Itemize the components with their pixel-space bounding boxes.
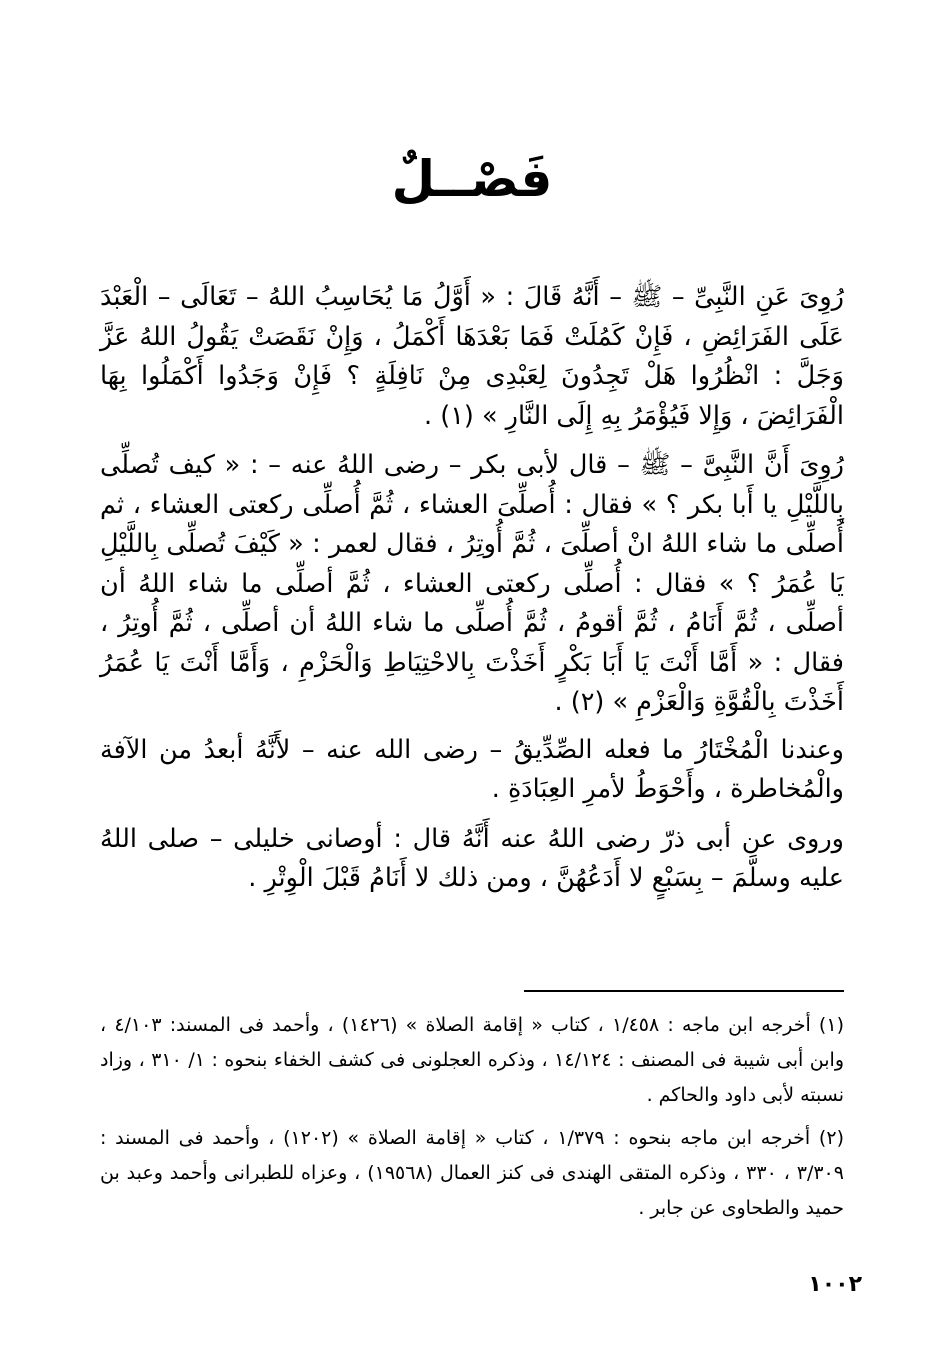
page-number: ١٠٠٢ bbox=[808, 1272, 862, 1297]
paragraph-hadith-1: رُوِىَ عَنِ النَّبِىِّ – ﷺ – أَنَّهُ قَالَ : « أَوَّلُ مَا يُحَاسِبُ اللهُ – تَعَالَى – الْعَبْدَ عَلَى الفَرَائِضِ ، فَإِنْ كَمُلَتْ فَمَا بَعْدَهَا أَكْمَلُ ، وَإِنْ نَقَصَتْ يَقُولُ اللهُ عَزَّ وَجَلَّ : انْظُرُوا هَلْ تَجِدُونَ لِعَبْدِى مِنْ نَافِلَةٍ ؟ فَإِنْ وَجَدُوا أَكْمَلُوا بِهَا الْفَرَائِضَ ، وَإِلا فَيُؤْمَرُ بِهِ إِلَى النَّارِ » (١) . bbox=[100, 282, 844, 431]
footnote-divider bbox=[524, 990, 844, 992]
footnote-2: (٢) أخرجه ابن ماجه بنحوه : ١/٣٧٩ ، كتاب « إقامة الصلاة » (١٢٠٢) ، وأحمد فى المسند : ٣/٣٠٩ ، ٣٣٠ ، وذكره المتقى الهندى فى كنز العمال (١٩٥٦٨) ، وعزاه للطبرانى وأحمد وعبد بن حميد والطحاوى عن جابر . bbox=[100, 1127, 844, 1219]
footnotes bbox=[100, 1008, 844, 1234]
main-text bbox=[100, 278, 844, 907]
paragraph-hadith-2: رُوِىَ أَنَّ النَّبِىَّ – ﷺ – قال لأبى بكر – رضى اللهُ عنه – : « كيف تُصلِّى بِاللَّيْلِ يا أَبا بكر ؟ » فقال : أُصلِّىَ العشاء ، ثُمَّ أُصلِّى ركعتى العشاء ، ثم أُصلِّى ما شاء اللهُ انْ أصلِّىَ ، ثُمَّ أُوتِرُ ، فقال لعمر : « كَيْفَ تُصلِّى بِاللَّيْلِ يَا عُمَرُ ؟ » فقال : أُصلِّى ركعتى العشاء ، ثُمَّ أصلِّى ما شاء اللهُ أن أصلِّى ، ثُمَّ أَنَامُ ، ثُمَّ أقومُ ، ثُمَّ أُصلِّى ما شاء اللهُ أن أصلِّى ، ثُمَّ أُوتِرُ ، فقال : « أَمَّا أَنْتَ يَا أَبَا بَكْرٍ أَخَذْتَ بِالاحْتِيَاطِ وَالْحَزْمِ ، وَأَمَّا أَنْتَ يَا عُمَرُ أَخَذْتَ بِالْقُوَّةِ وَالْعَزْمِ » (٢) . bbox=[100, 450, 844, 717]
paragraph-commentary: وعندنا الْمُخْتَارُ ما فعله الصِّدِّيقُ – رضى الله عنه – لأَنَّهُ أبعدُ من الآفة والْمُخاطرة ، وأَحْوَطُ لأمرِ العِبَادَةِ . bbox=[100, 734, 844, 804]
paragraph-hadith-3: وروى عن أبى ذرّ رضى اللهُ عنه أَنَّهُ قال : أوصانى خليلى – صلى اللهُ عليه وسلَّمَ – بِسَبْعٍ لا أَدَعُهُنَّ ، ومن ذلك لا أَنَامُ قَبْلَ الْوِتْرِ . bbox=[100, 823, 844, 893]
footnote-1: (١) أخرجه ابن ماجه : ١/٤٥٨ ، كتاب « إقامة الصلاة » (١٤٢٦) ، وأحمد فى المسند: ٤/١٠٣ ، وابن أبى شيبة فى المصنف : ١٤/١٢٤ ، وذكره العجلونى فى كشف الخفاء بنحوه : ١/ ٣١٠ ، وزاد نسبته لأبى داود والحاكم . bbox=[100, 1014, 844, 1106]
section-title: فَصْــلٌ bbox=[391, 150, 553, 208]
